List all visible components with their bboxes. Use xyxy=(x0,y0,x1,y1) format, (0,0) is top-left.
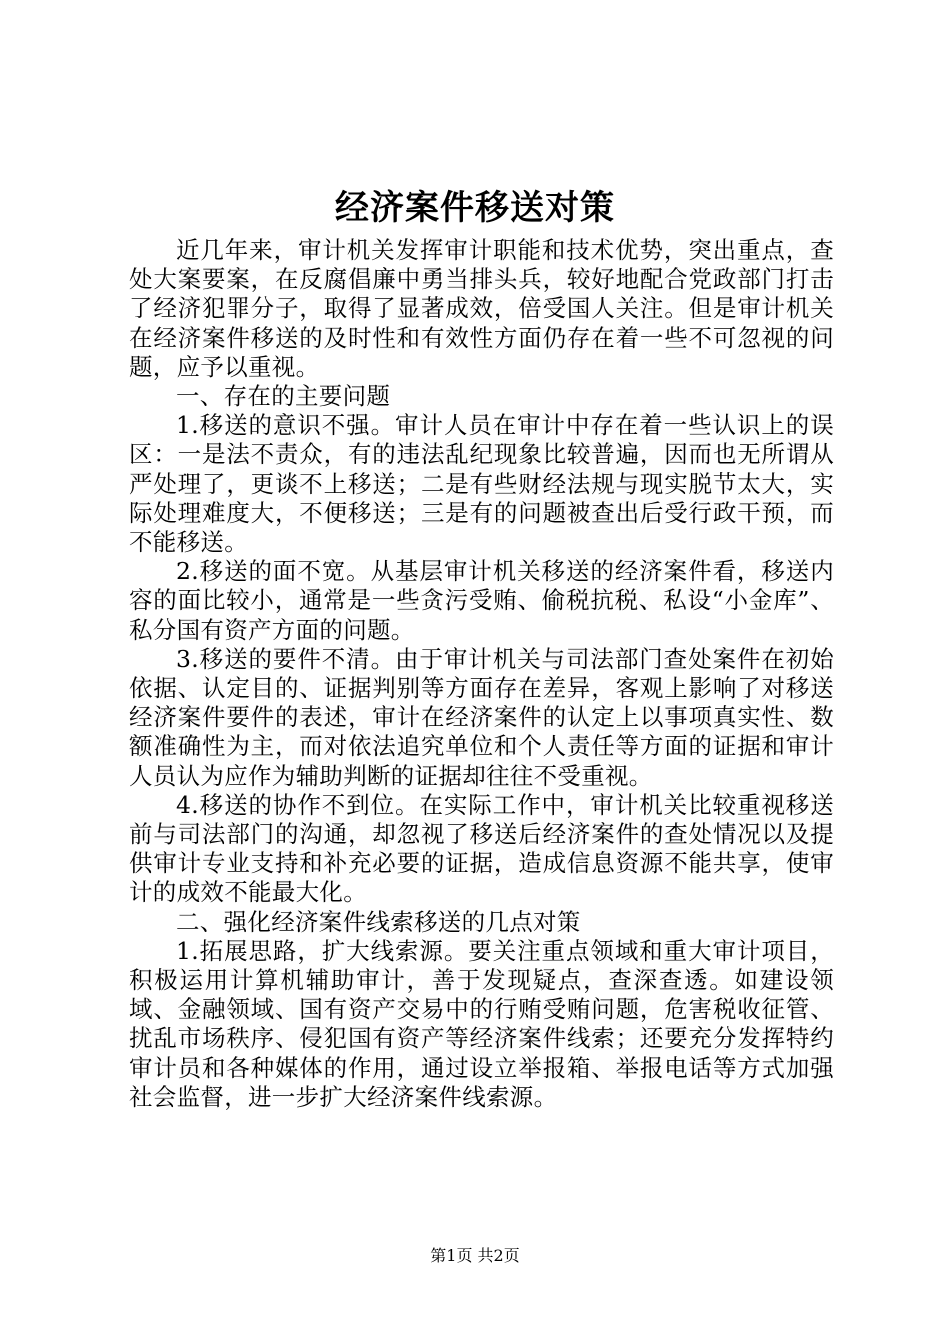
problem-paragraph-1: 1.移送的意识不强。审计人员在审计中存在着一些认识上的误区：一是法不责众，有的违法乱纪现象比较普遍，因而也无所谓从严处理了，更谈不上移送；二是有些财经法规与现实脱节太大，实际处理难度大，不便移送；三是有的问题被查出后受行政干预，而不能移送。 xyxy=(129,411,834,557)
countermeasure-paragraph-1: 1.拓展思路，扩大线索源。要关注重点领域和重大审计项目，积极运用计算机辅助审计，善于发现疑点，查深查透。如建设领域、金融领域、国有资产交易中的行贿受贿问题，危害税收征管、扰乱市场秩序、侵犯国有资产等经济案件线索；还要充分发挥特约审计员和各种媒体的作用，通过设立举报箱、举报电话等方式加强社会监督，进一步扩大经济案件线索源。 xyxy=(129,936,834,1111)
problem-paragraph-4: 4.移送的协作不到位。在实际工作中，审计机关比较重视移送前与司法部门的沟通，却忽视了移送后经济案件的查处情况以及提供审计专业支持和补充必要的证据，造成信息资源不能共享，使审计的成效不能最大化。 xyxy=(129,790,834,907)
problem-paragraph-3: 3.移送的要件不清。由于审计机关与司法部门查处案件在初始依据、认定目的、证据判别等方面存在差异，客观上影响了对移送经济案件要件的表述，审计在经济案件的认定上以事项真实性、数额准确性为主，而对依法追究单位和个人责任等方面的证据和审计人员认为应作为辅助判断的证据却往往不受重视。 xyxy=(129,644,834,790)
section-heading-countermeasures: 二、强化经济案件线索移送的几点对策 xyxy=(176,907,581,936)
document-body xyxy=(129,236,834,1112)
section-heading-problems: 一、存在的主要问题 xyxy=(176,382,391,411)
page-footer: 第1页 共2页 xyxy=(430,1246,520,1265)
document-title: 经济案件移送对策 xyxy=(335,188,615,228)
intro-paragraph: 近几年来，审计机关发挥审计职能和技术优势，突出重点，查处大案要案，在反腐倡廉中勇当排头兵，较好地配合党政部门打击了经济犯罪分子，取得了显著成效，倍受国人关注。但是审计机关在经济案件移送的及时性和有效性方面仍存在着一些不可忽视的问题，应予以重视。 xyxy=(129,236,834,381)
problem-paragraph-2: 2.移送的面不宽。从基层审计机关移送的经济案件看，移送内容的面比较小，通常是一些贪污受贿、偷税抗税、私设“小金库”、私分国有资产方面的问题。 xyxy=(129,557,834,644)
